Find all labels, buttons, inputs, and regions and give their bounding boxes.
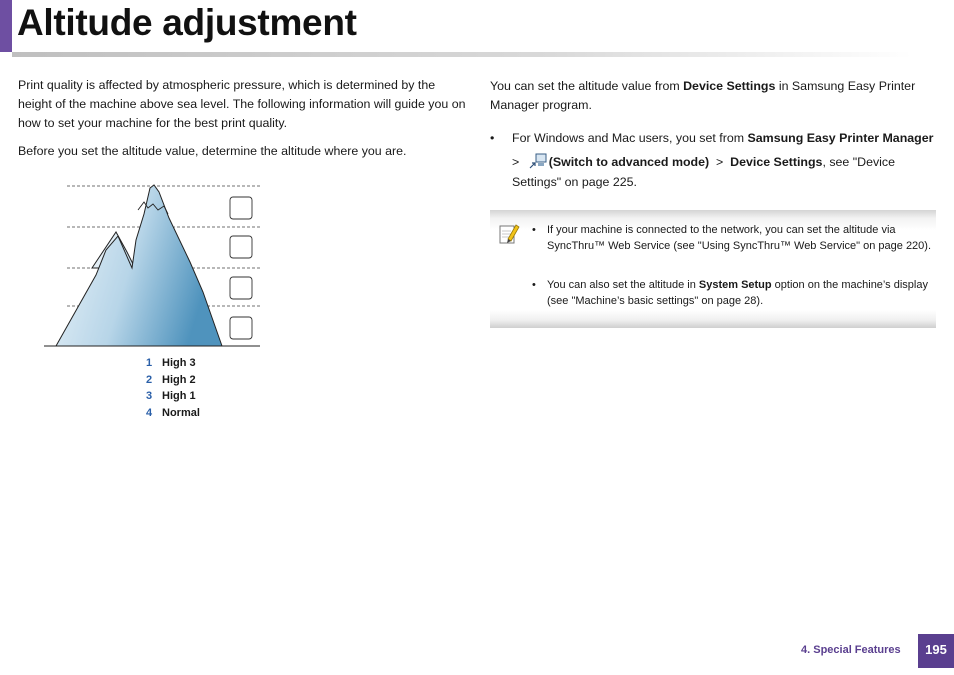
altitude-diagram xyxy=(40,180,265,355)
menu-path-ref: Settings" on page 225. xyxy=(512,175,637,189)
advanced-mode-icon xyxy=(529,153,547,169)
device-settings-paragraph: You can set the altitude value from Device Settings in Samsung Easy Printer Manager program. xyxy=(490,79,916,112)
legend-item: 2 High 2 xyxy=(146,374,196,386)
link-basic-settings[interactable]: "Machine’s basic settings" on page 28 xyxy=(571,295,757,307)
note-box: • If your machine is connected to the network, you can set the altitude via SyncThru™ Web Service (see "Using SyncThru™ Web Service" on page 220). • You can also set the altitude in System Setup option on the machine’s display (see "Machine’s basic settings" on page 28). xyxy=(490,210,936,328)
note-pencil-icon xyxy=(498,222,520,246)
instruction-paragraph: Before you set the altitude value, determine the altitude where you are. xyxy=(18,144,407,158)
footer-section: 4. Special Features xyxy=(801,644,901,656)
title-divider xyxy=(12,52,912,57)
menu-path: > (Switch to advanced mode) > Device Settings, see "Device xyxy=(512,155,896,169)
page-title: Altitude adjustment xyxy=(17,2,357,43)
link-syncthru[interactable]: "Using SyncThru™ Web Service" on page 220 xyxy=(697,240,925,252)
title-accent-bar xyxy=(0,0,12,52)
page-number: 195 xyxy=(918,634,954,668)
legend-item: 1 High 3 xyxy=(146,357,196,369)
legend-item: 3 High 1 xyxy=(146,390,196,402)
intro-paragraph: Print quality is affected by atmospheric pressure, which is determined by the height of the machine above sea level. The following information will guide you on how to set your machine for the best print quality. xyxy=(18,78,466,130)
legend-item: 4 Normal xyxy=(146,407,200,419)
